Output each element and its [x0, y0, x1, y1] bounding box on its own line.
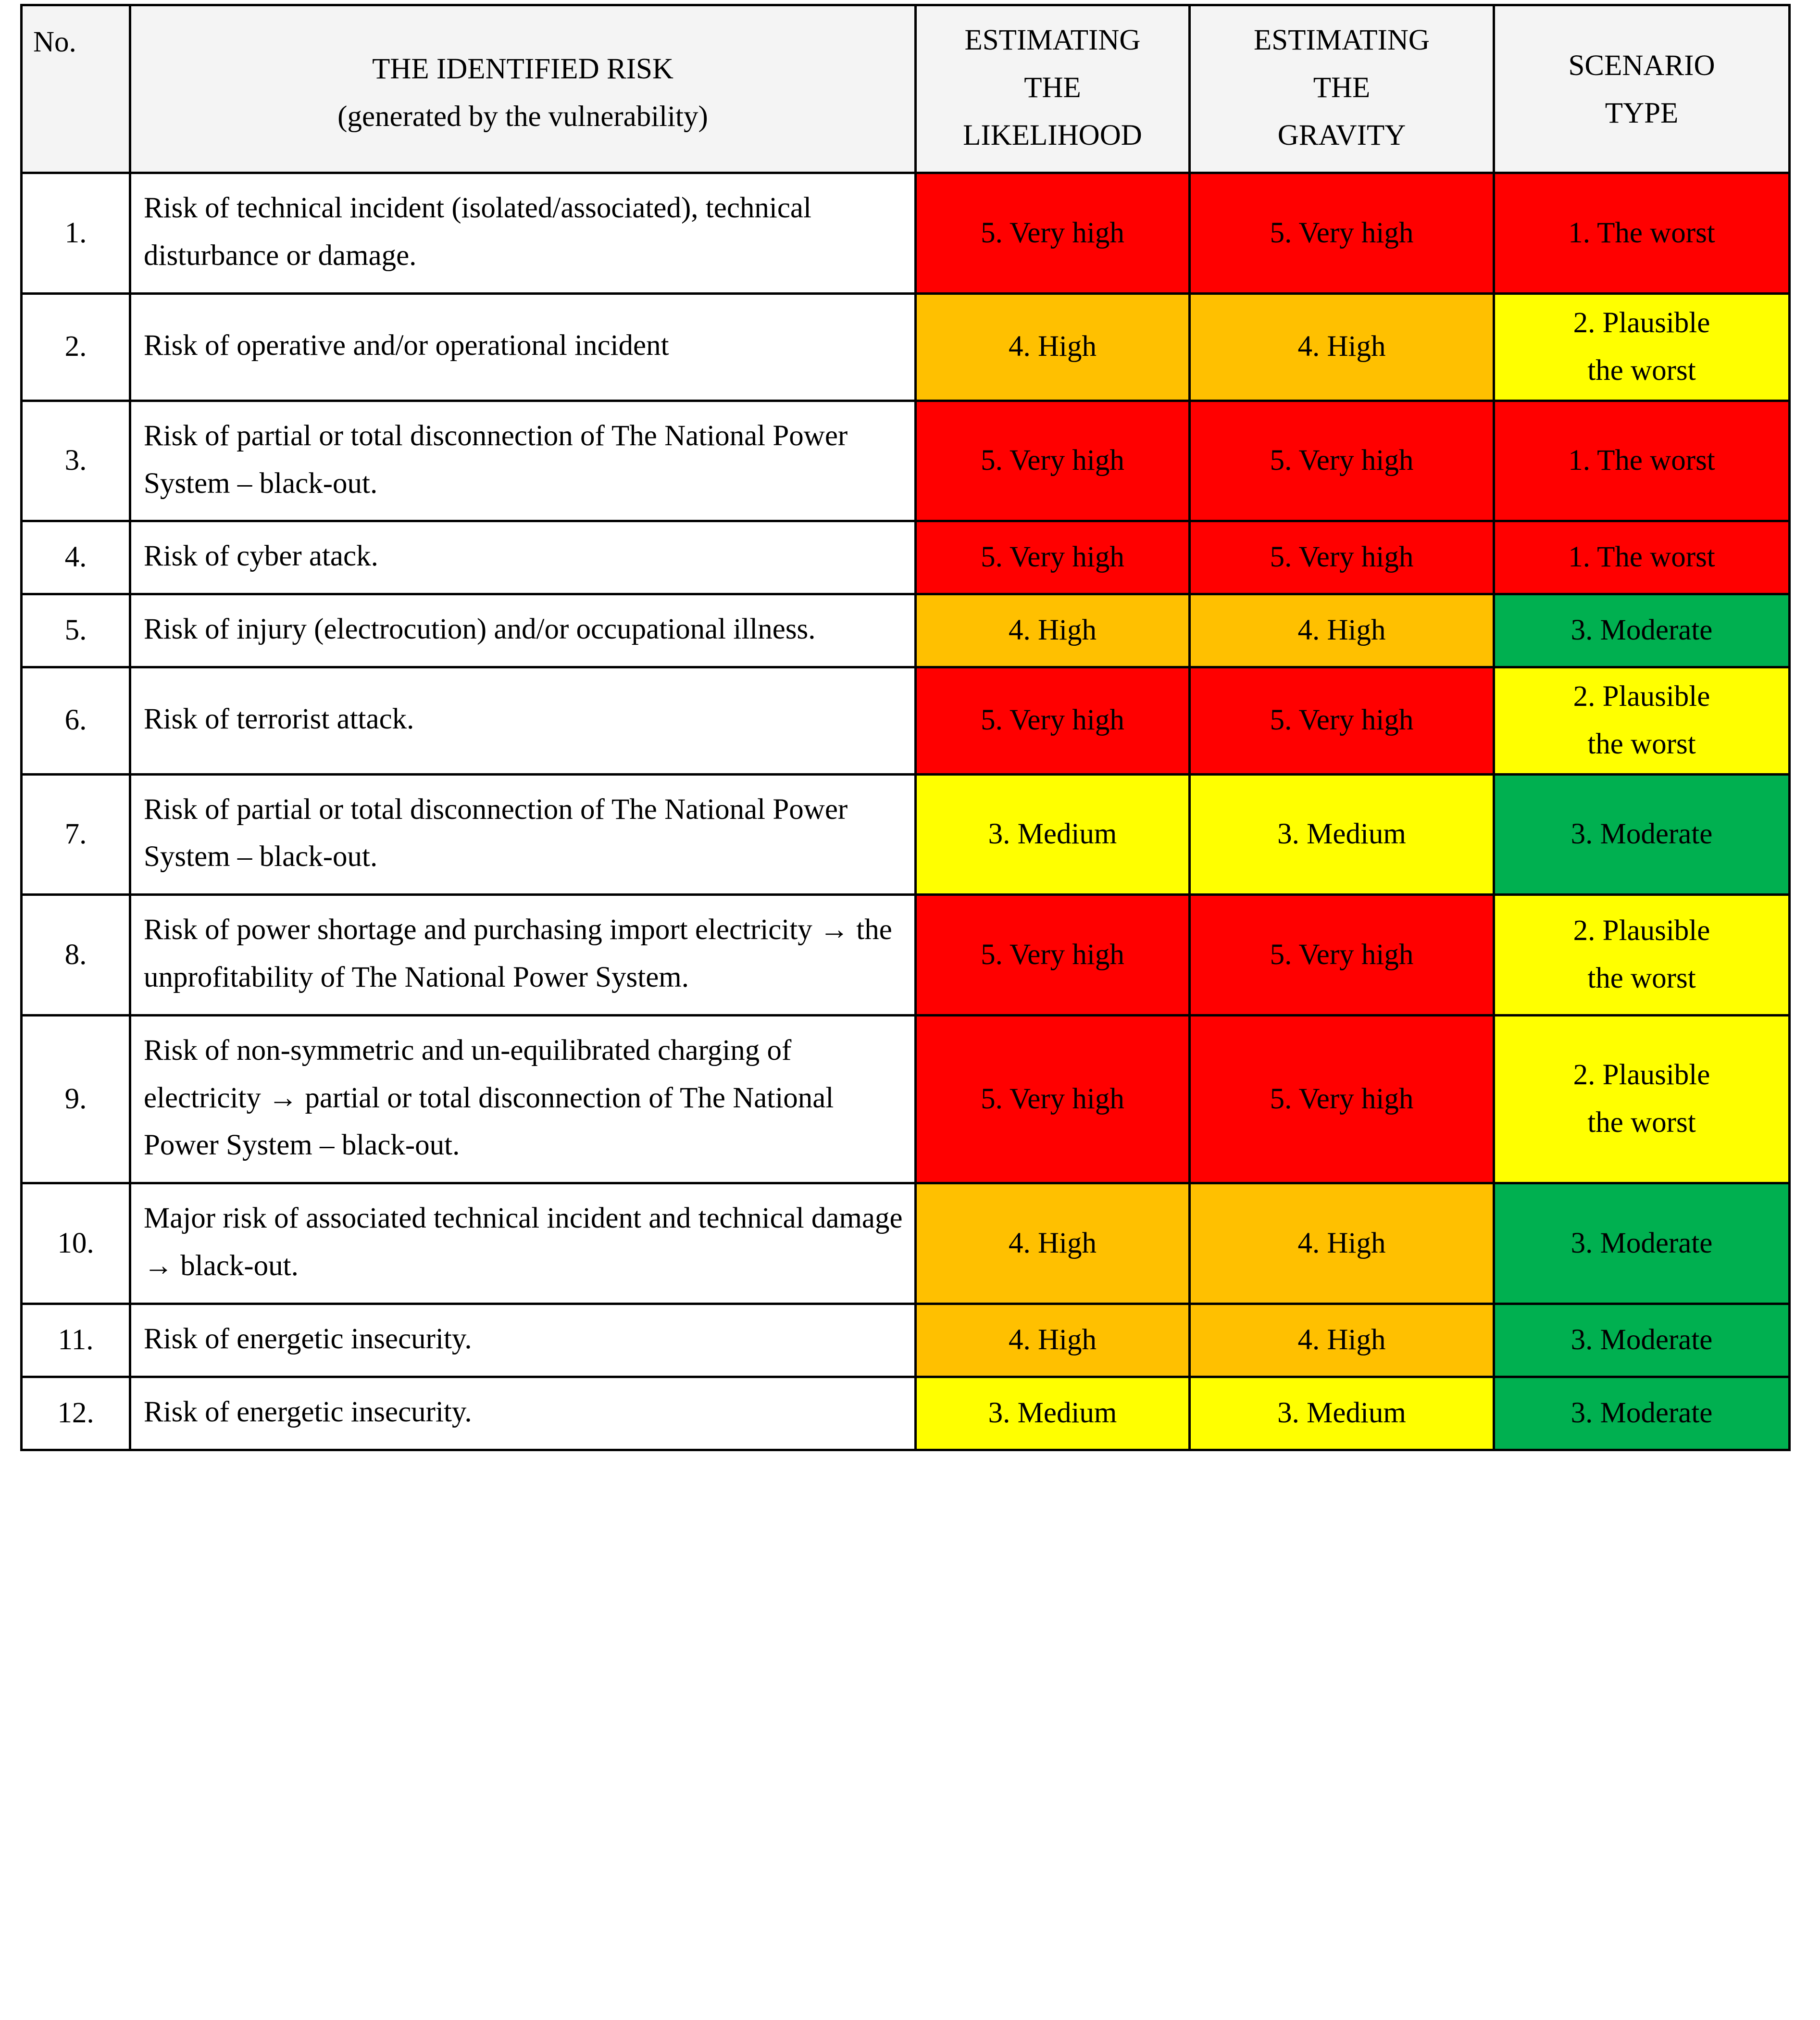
row-number-cell: 1.	[22, 173, 130, 294]
gravity-cell: 5. Very high	[1190, 1015, 1494, 1183]
gravity-cell: 5. Very high	[1190, 401, 1494, 521]
identified-risk-cell: Risk of partial or total disconnection of The National Power System – black-out.	[130, 401, 916, 521]
column-header-gravity-line1: ESTIMATING	[1254, 24, 1430, 56]
header-row	[22, 5, 1790, 173]
identified-risk-cell: Major risk of associated technical incident and technical damage → black-out.	[130, 1183, 916, 1304]
column-header-no	[22, 5, 130, 173]
likelihood-cell: 5. Very high	[916, 667, 1190, 774]
scenario-type-line: 2. Plausible	[1573, 307, 1710, 339]
column-header-gravity-line2: THE	[1313, 71, 1371, 104]
scenario-type-cell	[1494, 895, 1790, 1016]
column-header-scenario-line1: SCENARIO	[1568, 50, 1715, 82]
column-header-no-label: No.	[33, 26, 76, 58]
column-header-estimating-likelihood	[916, 5, 1190, 173]
column-header-estimating-gravity	[1190, 5, 1494, 173]
row-number-cell: 3.	[22, 401, 130, 521]
identified-risk-cell: Risk of terrorist attack.	[130, 667, 916, 774]
column-header-gravity-line3: GRAVITY	[1277, 119, 1406, 151]
table-row	[22, 1183, 1790, 1304]
scenario-type-cell	[1494, 667, 1790, 774]
table-row	[22, 294, 1790, 401]
table-row	[22, 401, 1790, 521]
scenario-type-cell: 3. Moderate	[1494, 774, 1790, 895]
table-row	[22, 895, 1790, 1016]
row-number-cell: 2.	[22, 294, 130, 401]
scenario-type-line: the worst	[1587, 1106, 1696, 1139]
row-number-cell: 11.	[22, 1304, 130, 1377]
scenario-type-cell: 1. The worst	[1494, 401, 1790, 521]
scenario-type-cell: 3. Moderate	[1494, 1304, 1790, 1377]
identified-risk-cell: Risk of injury (electrocution) and/or occupational illness.	[130, 594, 916, 667]
scenario-type-cell	[1494, 294, 1790, 401]
scenario-type-line: the worst	[1587, 962, 1696, 994]
row-number-cell: 4.	[22, 521, 130, 594]
table-row	[22, 173, 1790, 294]
likelihood-cell: 5. Very high	[916, 173, 1190, 294]
scenario-type-line: the worst	[1587, 354, 1696, 387]
identified-risk-cell: Risk of cyber atack.	[130, 521, 916, 594]
likelihood-cell: 5. Very high	[916, 521, 1190, 594]
column-header-scenario-line2: TYPE	[1605, 97, 1679, 130]
column-header-risk-line1: THE IDENTIFIED RISK	[372, 53, 673, 86]
table-row	[22, 1377, 1790, 1450]
identified-risk-cell: Risk of power shortage and purchasing import electricity → the unprofitability of The National Power System.	[130, 895, 916, 1016]
likelihood-cell: 4. High	[916, 294, 1190, 401]
identified-risk-cell: Risk of partial or total disconnection of The National Power System – black-out.	[130, 774, 916, 895]
likelihood-cell: 4. High	[916, 1183, 1190, 1304]
likelihood-cell: 5. Very high	[916, 401, 1190, 521]
scenario-type-cell: 1. The worst	[1494, 521, 1790, 594]
identified-risk-cell: Risk of operative and/or operational incident	[130, 294, 916, 401]
gravity-cell: 5. Very high	[1190, 173, 1494, 294]
column-header-likelihood-line3: LIKELIHOOD	[963, 119, 1142, 151]
row-number-cell: 9.	[22, 1015, 130, 1183]
table-header	[22, 5, 1790, 173]
row-number-cell: 5.	[22, 594, 130, 667]
likelihood-cell: 3. Medium	[916, 774, 1190, 895]
gravity-cell: 4. High	[1190, 1183, 1494, 1304]
identified-risk-cell: Risk of energetic insecurity.	[130, 1304, 916, 1377]
scenario-type-cell: 3. Moderate	[1494, 1377, 1790, 1450]
column-header-identified-risk	[130, 5, 916, 173]
likelihood-cell: 4. High	[916, 1304, 1190, 1377]
table-row	[22, 1304, 1790, 1377]
gravity-cell: 3. Medium	[1190, 774, 1494, 895]
likelihood-cell: 5. Very high	[916, 1015, 1190, 1183]
identified-risk-cell: Risk of technical incident (isolated/associated), technical disturbance or damage.	[130, 173, 916, 294]
scenario-type-line: 2. Plausible	[1573, 915, 1710, 947]
scenario-type-line: the worst	[1587, 728, 1696, 760]
gravity-cell: 4. High	[1190, 294, 1494, 401]
column-header-risk-line2: (generated by the vulnerability)	[337, 100, 708, 133]
identified-risk-cell: Risk of non-symmetric and un-equilibrated charging of electricity → partial or total disconnection of The National Power System – black-out.	[130, 1015, 916, 1183]
scenario-type-cell	[1494, 1015, 1790, 1183]
gravity-cell: 5. Very high	[1190, 521, 1494, 594]
likelihood-cell: 5. Very high	[916, 895, 1190, 1016]
row-number-cell: 12.	[22, 1377, 130, 1450]
scenario-type-line: 2. Plausible	[1573, 1059, 1710, 1092]
column-header-scenario-type	[1494, 5, 1790, 173]
identified-risk-cell: Risk of energetic insecurity.	[130, 1377, 916, 1450]
scenario-type-cell: 3. Moderate	[1494, 1183, 1790, 1304]
row-number-cell: 6.	[22, 667, 130, 774]
table-row	[22, 667, 1790, 774]
gravity-cell: 3. Medium	[1190, 1377, 1494, 1450]
likelihood-cell: 4. High	[916, 594, 1190, 667]
row-number-cell: 7.	[22, 774, 130, 895]
column-header-likelihood-line1: ESTIMATING	[964, 24, 1141, 56]
gravity-cell: 5. Very high	[1190, 895, 1494, 1016]
table-row	[22, 521, 1790, 594]
gravity-cell: 4. High	[1190, 594, 1494, 667]
table-body	[22, 173, 1790, 1450]
likelihood-cell: 3. Medium	[916, 1377, 1190, 1450]
risk-assessment-table	[20, 4, 1791, 1451]
column-header-likelihood-line2: THE	[1024, 71, 1081, 104]
table-row	[22, 594, 1790, 667]
gravity-cell: 4. High	[1190, 1304, 1494, 1377]
gravity-cell: 5. Very high	[1190, 667, 1494, 774]
scenario-type-cell: 1. The worst	[1494, 173, 1790, 294]
scenario-type-line: 2. Plausible	[1573, 680, 1710, 713]
scenario-type-cell: 3. Moderate	[1494, 594, 1790, 667]
table-row	[22, 1015, 1790, 1183]
row-number-cell: 8.	[22, 895, 130, 1016]
table-row	[22, 774, 1790, 895]
row-number-cell: 10.	[22, 1183, 130, 1304]
